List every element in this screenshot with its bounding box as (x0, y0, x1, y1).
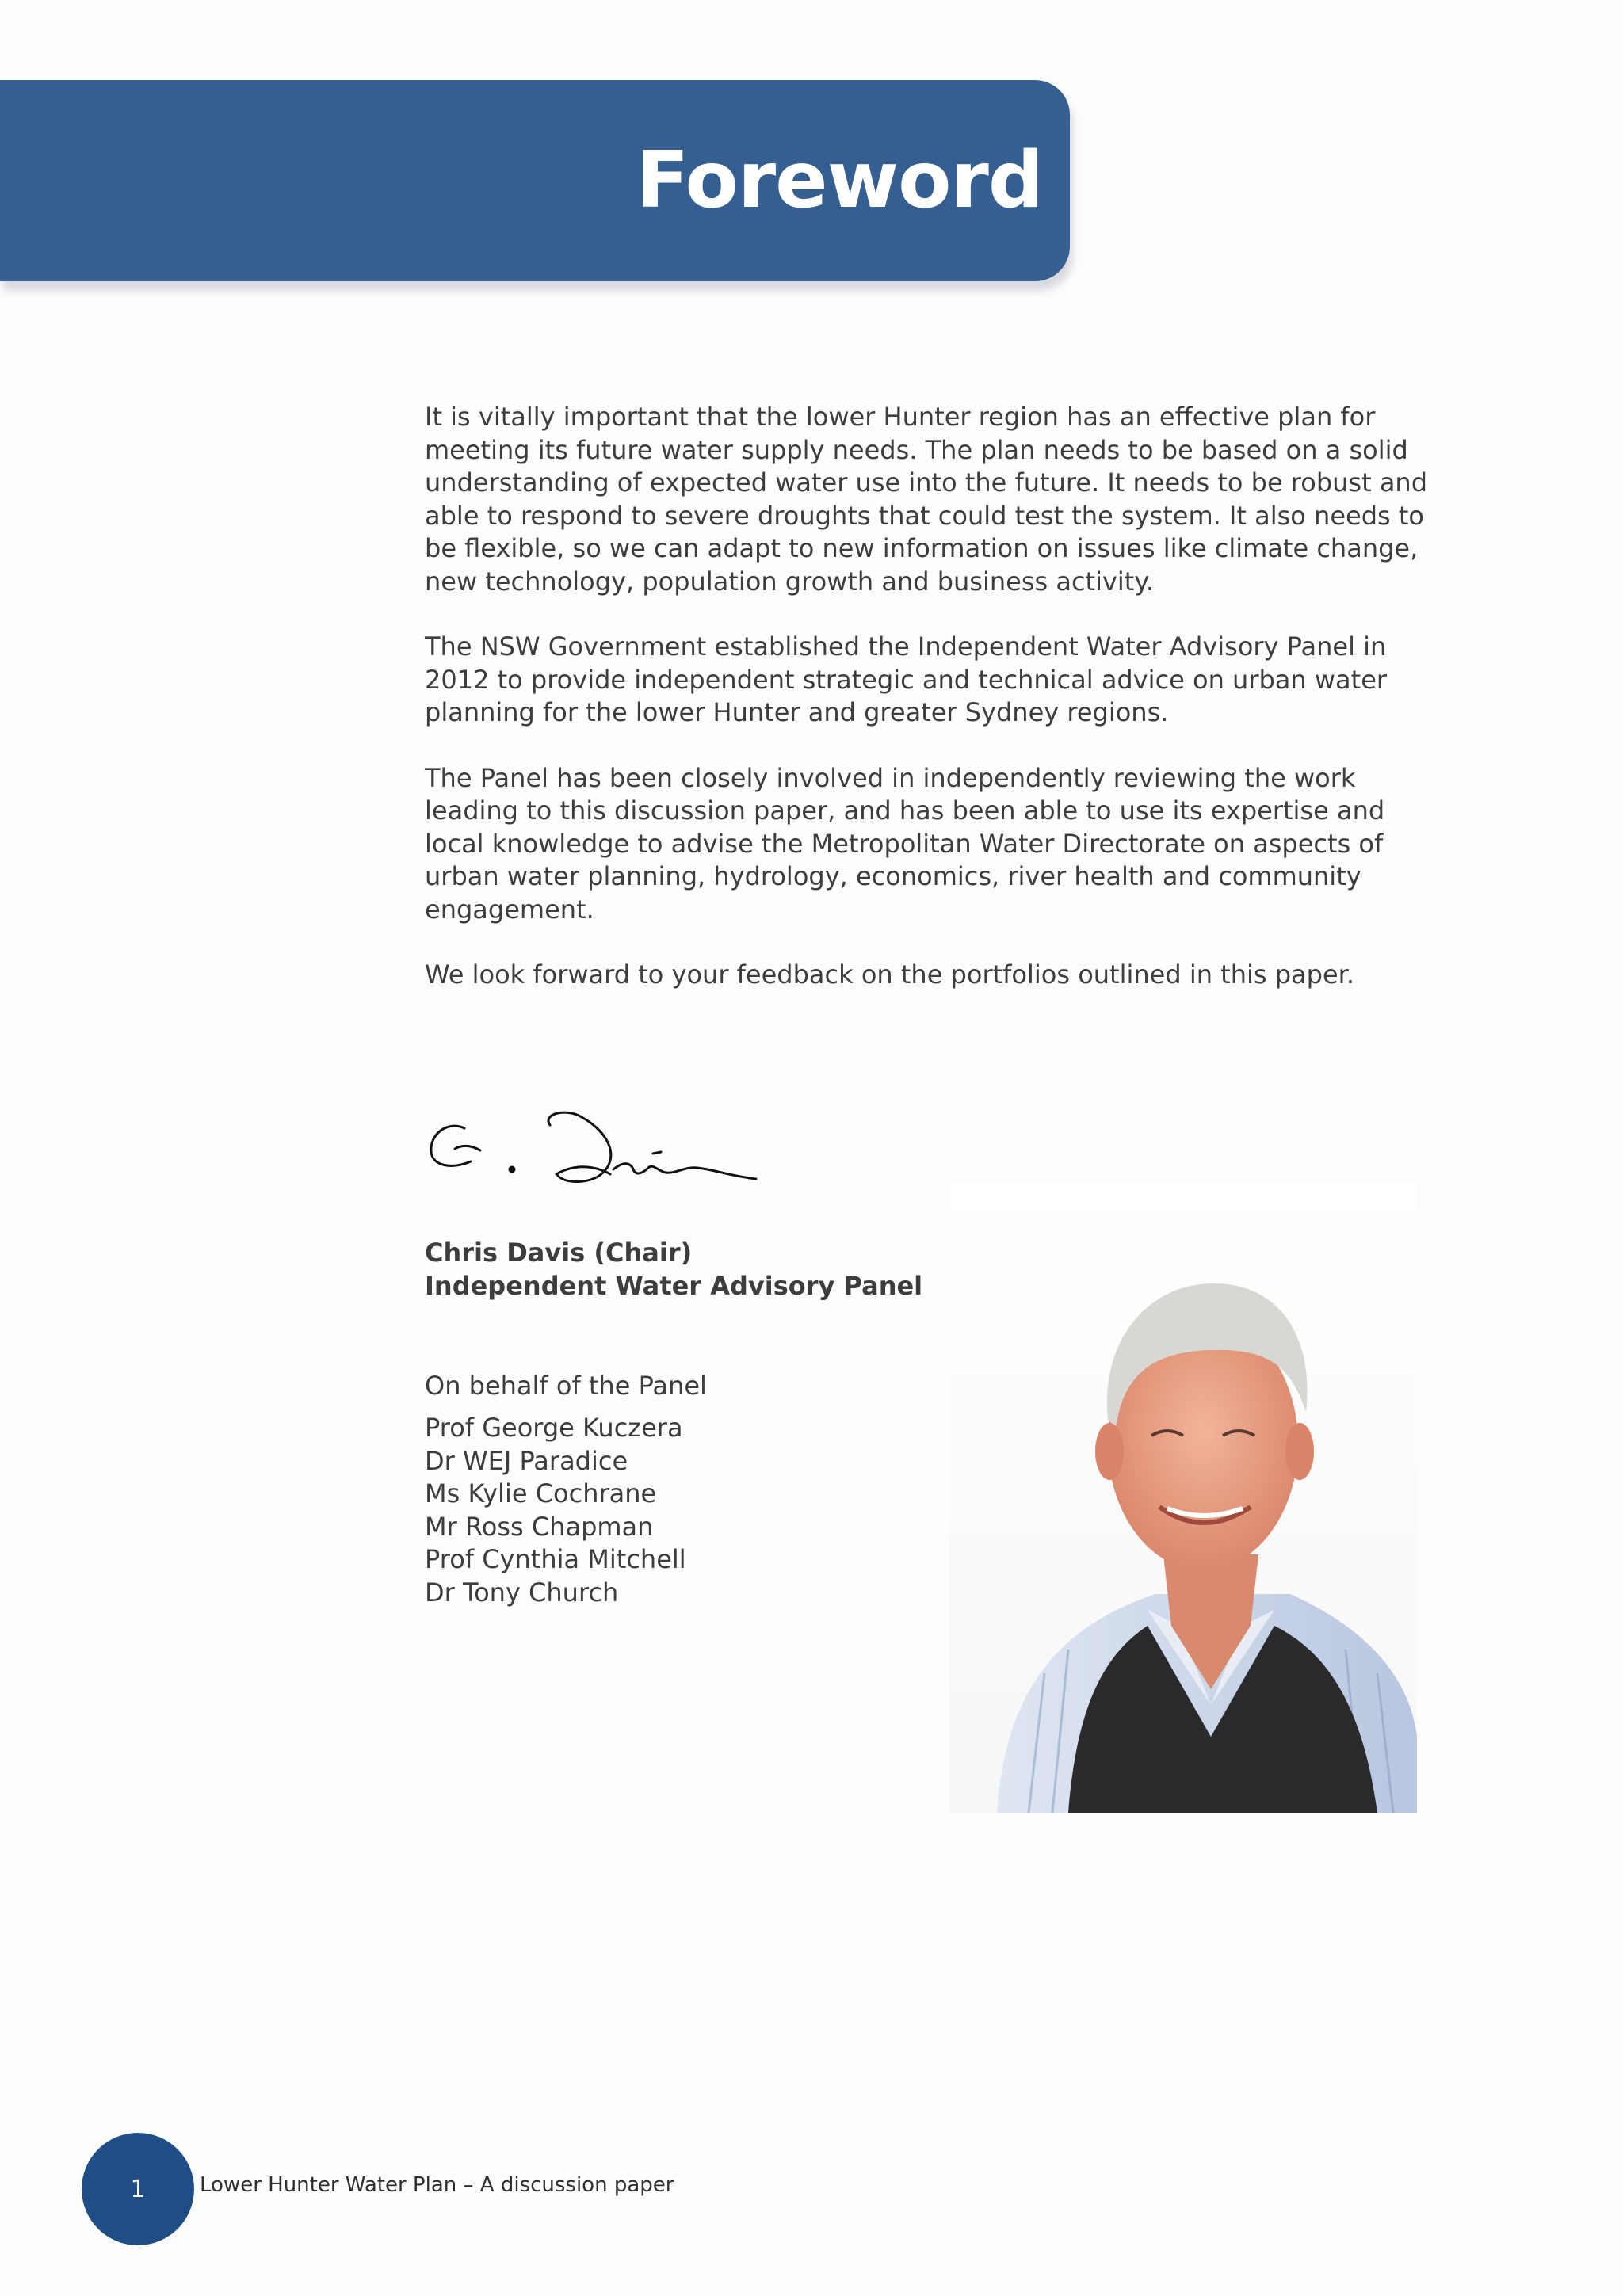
list-item: Prof George Kuczera (425, 1413, 683, 1443)
list-item: Dr Tony Church (425, 1577, 619, 1608)
on-behalf-label: On behalf of the Panel (425, 1371, 707, 1401)
footer-document-title: Lower Hunter Water Plan – A discussion paper (200, 2173, 674, 2197)
paragraph: The NSW Government established the Independent Water Advisory Panel in 2012 to provide independent strategic and technical advice on urban water planning for the lower Hunter and greater Sydney regions. (425, 631, 1388, 727)
list-item: Mr Ross Chapman (425, 1511, 654, 1542)
page-number-badge (82, 2133, 194, 2245)
foreword-body (425, 401, 1439, 1024)
panel-members-list (425, 1412, 686, 1609)
signatory-block (425, 1236, 980, 1302)
signatory-name: Chris Davis (Chair) (425, 1238, 693, 1268)
portrait-photo (949, 1182, 1417, 1813)
page-title: Foreword (636, 135, 1043, 226)
list-item: Ms Kylie Cochrane (425, 1478, 657, 1508)
paragraph: It is vitally important that the lower Hunter region has an effective plan for meeting its future water supply needs. The plan needs to be based on a solid understanding of expected water use into the future. It needs to be robust and able to respond to severe droughts that could test the system. It also needs to be flexible, so we can adapt to new information on issues like climate change, new technology, population growth and business activity. (425, 402, 1428, 597)
portrait-illustration (949, 1182, 1417, 1813)
paragraph: The Panel has been closely involved in independently reviewing the work leading to this discussion paper, and has been able to use its expertise and local knowledge to advise the Metropolitan Water Directorate on aspects of urban water planning, hydrology, economics, river health and community engagement. (425, 762, 1385, 925)
paragraph: We look forward to your feedback on the portfolios outlined in this paper. (425, 959, 1355, 990)
signature-image (423, 1097, 780, 1199)
signatory-organisation: Independent Water Advisory Panel (425, 1271, 923, 1301)
list-item: Prof Cynthia Mitchell (425, 1544, 686, 1574)
title-banner (0, 80, 1070, 281)
list-item: Dr WEJ Paradice (425, 1445, 628, 1476)
page-number: 1 (130, 2175, 146, 2203)
